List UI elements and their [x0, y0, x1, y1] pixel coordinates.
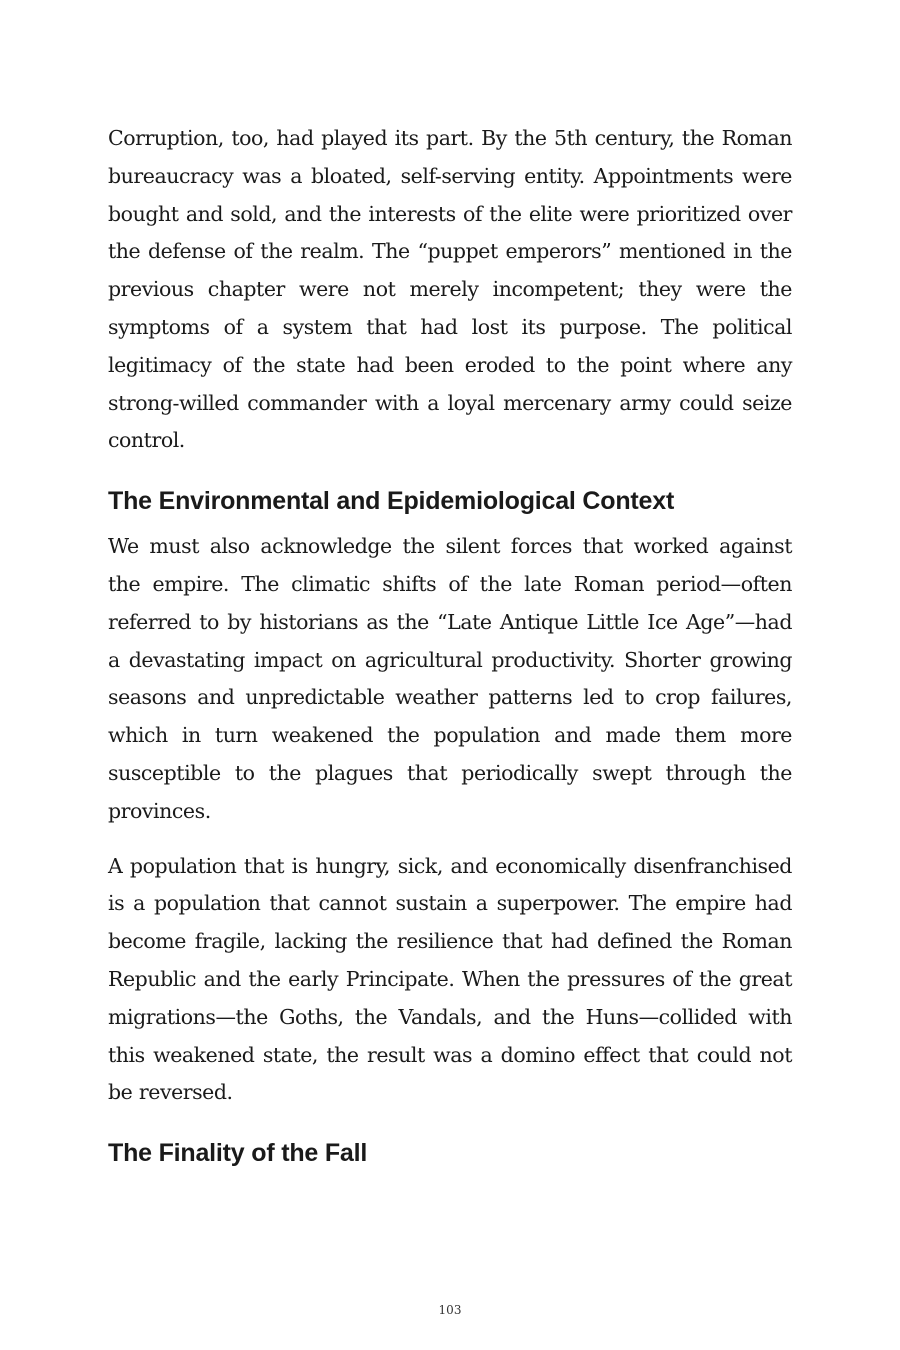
- page-content: [108, 120, 792, 1180]
- paragraph-silent-forces: We must also acknowledge the silent forces that worked against the empire. The climatic shifts of the late Roman period—often referred to by historians as the “Late Antique Little Ice Age”—had a devastating impact on agricultural productivity. Shorter growing seasons and unpredictable weather patterns led to crop failures, which in turn weakened the population and made them more susceptible to the plagues that periodically swept through the provinces.: [108, 534, 792, 823]
- page-number: 103: [438, 1303, 462, 1317]
- section-heading-environmental: The Environmental and Epidemiological Context: [108, 487, 675, 516]
- section-heading-finality: The Finality of the Fall: [108, 1139, 368, 1168]
- paragraph-corruption: Corruption, too, had played its part. By the 5th century, the Roman bureaucracy was a bloated, self-serving entity. Appointments were bought and sold, and the interests of the elite were prioritized over the defense of the realm. The “puppet emperors” mentioned in the previous chapter were not merely incompetent; they were the symptoms of a system that had lost its purpose. The political legitimacy of the state had been eroded to the point where any strong-willed commander with a loyal mercenary army could seize control.: [108, 126, 792, 453]
- paragraph-population: A population that is hungry, sick, and economically disenfranchised is a population that cannot sustain a superpower. The empire had become fragile, lacking the resilience that had defined the Roman Republic and the early Principate. When the pressures of the great migrations—the Goths, the Vandals, and the Huns—collided with this weakened state, the result was a domino effect that could not be reversed.: [108, 853, 792, 1105]
